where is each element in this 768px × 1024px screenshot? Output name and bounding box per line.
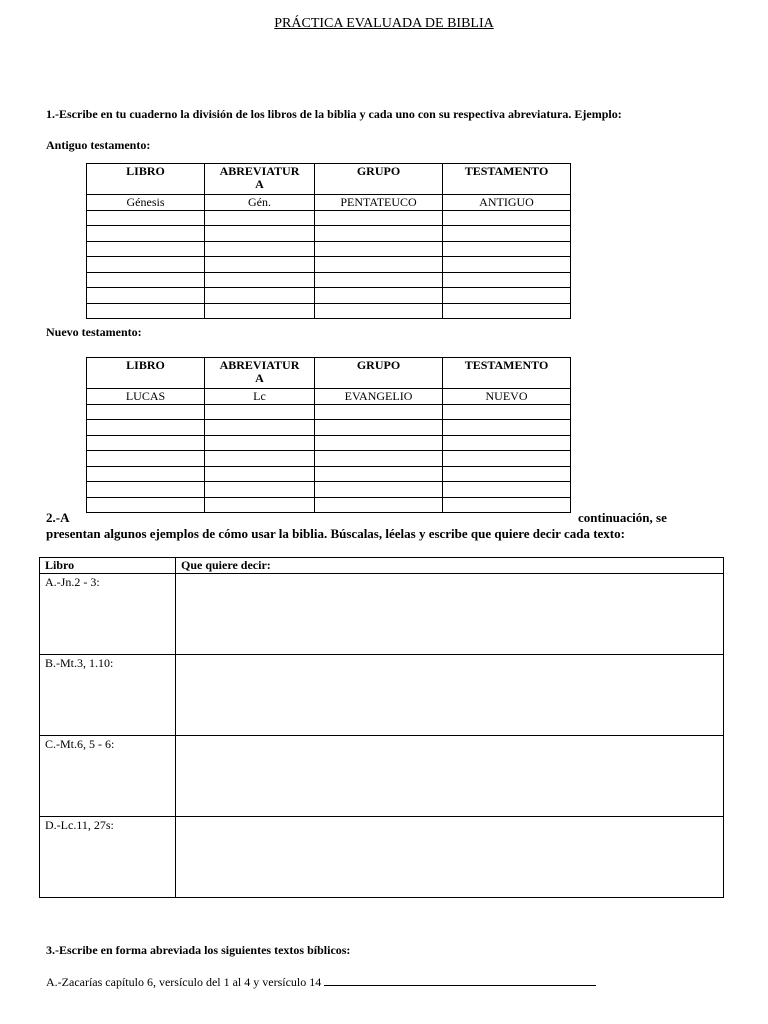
table-row [87,482,571,498]
table-row [87,241,571,257]
table-row [87,420,571,436]
blank-cell[interactable] [315,288,443,304]
cell-abreviatura: Gén. [205,195,315,211]
answer-cell[interactable] [176,817,724,898]
table-header-row [40,558,724,574]
blank-cell[interactable] [443,435,571,451]
cell-testamento: NUEVO [443,389,571,405]
page-title: PRÁCTICA EVALUADA DE BIBLIA [274,16,494,31]
table-row [40,655,724,736]
table-row [87,435,571,451]
header-libro: LIBRO [87,164,205,195]
blank-cell[interactable] [205,435,315,451]
blank-cell[interactable] [443,303,571,319]
question-3a [46,974,596,990]
blank-cell[interactable] [315,272,443,288]
table-row [87,451,571,467]
reference-cell: C.-Mt.6, 5 - 6: [40,736,176,817]
table-row [87,466,571,482]
header-libro: Libro [40,558,176,574]
question-1-text: 1.-Escribe en tu cuaderno la división de los libros de la biblia y cada uno con su respectiva abreviatura. Ejemplo: [46,107,622,121]
blank-cell[interactable] [205,303,315,319]
cell-grupo: EVANGELIO [315,389,443,405]
header-grupo: GRUPO [315,164,443,195]
header-testamento: TESTAMENTO [443,164,571,195]
table-header-row [87,358,571,389]
blank-cell[interactable] [205,210,315,226]
answer-cell[interactable] [176,736,724,817]
header-testamento: TESTAMENTO [443,358,571,389]
blank-cell[interactable] [205,288,315,304]
blank-cell[interactable] [87,288,205,304]
blank-cell[interactable] [443,497,571,513]
blank-cell[interactable] [443,257,571,273]
blank-cell[interactable] [87,272,205,288]
blank-cell[interactable] [87,226,205,242]
blank-cell[interactable] [87,497,205,513]
blank-cell[interactable] [205,420,315,436]
question-2-text: presentan algunos ejemplos de cómo usar la biblia. Búscalas, léelas y escribe que quiere decir cada texto: [46,526,625,541]
blank-cell[interactable] [205,497,315,513]
cell-libro: Génesis [87,195,205,211]
blank-cell[interactable] [87,404,205,420]
blank-cell[interactable] [205,482,315,498]
table-row [40,817,724,898]
blank-cell[interactable] [443,210,571,226]
bible-texts-table [39,557,724,898]
blank-cell[interactable] [315,303,443,319]
table-row [87,272,571,288]
blank-cell[interactable] [315,404,443,420]
new-testament-label: Nuevo testamento: [46,325,142,339]
header-que-quiere-decir: Que quiere decir: [176,558,724,574]
cell-grupo: PENTATEUCO [315,195,443,211]
table-row-example [87,195,571,211]
blank-cell[interactable] [443,466,571,482]
table-row [40,736,724,817]
table-row [87,288,571,304]
blank-cell[interactable] [87,241,205,257]
blank-cell[interactable] [87,420,205,436]
reference-cell: B.-Mt.3, 1.10: [40,655,176,736]
header-abreviatura: ABREVIATUR A [205,358,315,389]
blank-cell[interactable] [443,288,571,304]
table-row [87,210,571,226]
blank-cell[interactable] [205,451,315,467]
blank-cell[interactable] [443,482,571,498]
answer-cell[interactable] [176,655,724,736]
table-header-row [87,164,571,195]
cell-abreviatura: Lc [205,389,315,405]
blank-cell[interactable] [205,226,315,242]
blank-cell[interactable] [315,466,443,482]
question-2-prefix: 2.-A [46,510,70,525]
table-row [87,303,571,319]
blank-cell[interactable] [87,466,205,482]
blank-cell[interactable] [315,210,443,226]
header-grupo: GRUPO [315,358,443,389]
new-testament-table [86,357,571,513]
answer-blank-line[interactable] [324,974,596,986]
blank-cell[interactable] [87,257,205,273]
answer-cell[interactable] [176,574,724,655]
header-abreviatura: ABREVIATUR A [205,164,315,195]
reference-cell: A.-Jn.2 - 3: [40,574,176,655]
blank-cell[interactable] [315,497,443,513]
blank-cell[interactable] [87,435,205,451]
table-row-example [87,389,571,405]
blank-cell[interactable] [443,420,571,436]
table-row [87,257,571,273]
blank-cell[interactable] [443,272,571,288]
blank-cell[interactable] [443,226,571,242]
table-row [87,226,571,242]
blank-cell[interactable] [87,451,205,467]
reference-cell: D.-Lc.11, 27s: [40,817,176,898]
blank-cell[interactable] [315,241,443,257]
blank-cell[interactable] [87,482,205,498]
blank-cell[interactable] [315,420,443,436]
cell-testamento: ANTIGUO [443,195,571,211]
header-libro: LIBRO [87,358,205,389]
table-row [87,497,571,513]
table-row [40,574,724,655]
blank-cell[interactable] [205,404,315,420]
blank-cell[interactable] [205,241,315,257]
blank-cell[interactable] [205,257,315,273]
blank-cell[interactable] [205,272,315,288]
blank-cell[interactable] [315,482,443,498]
blank-cell[interactable] [443,241,571,257]
cell-libro: LUCAS [87,389,205,405]
blank-cell[interactable] [315,226,443,242]
blank-cell[interactable] [205,466,315,482]
question-3a-text: A.-Zacarías capítulo 6, versículo del 1 al 4 y versículo 14 [46,975,322,989]
question-2-continuation: continuación, se [578,510,667,525]
blank-cell[interactable] [315,451,443,467]
blank-cell[interactable] [315,435,443,451]
blank-cell[interactable] [87,210,205,226]
table-row [87,404,571,420]
blank-cell[interactable] [315,257,443,273]
old-testament-table [86,163,571,319]
blank-cell[interactable] [87,303,205,319]
blank-cell[interactable] [443,404,571,420]
question-3-text: 3.-Escribe en forma abreviada los siguientes textos bíblicos: [46,943,351,957]
old-testament-label: Antiguo testamento: [46,138,151,152]
blank-cell[interactable] [443,451,571,467]
